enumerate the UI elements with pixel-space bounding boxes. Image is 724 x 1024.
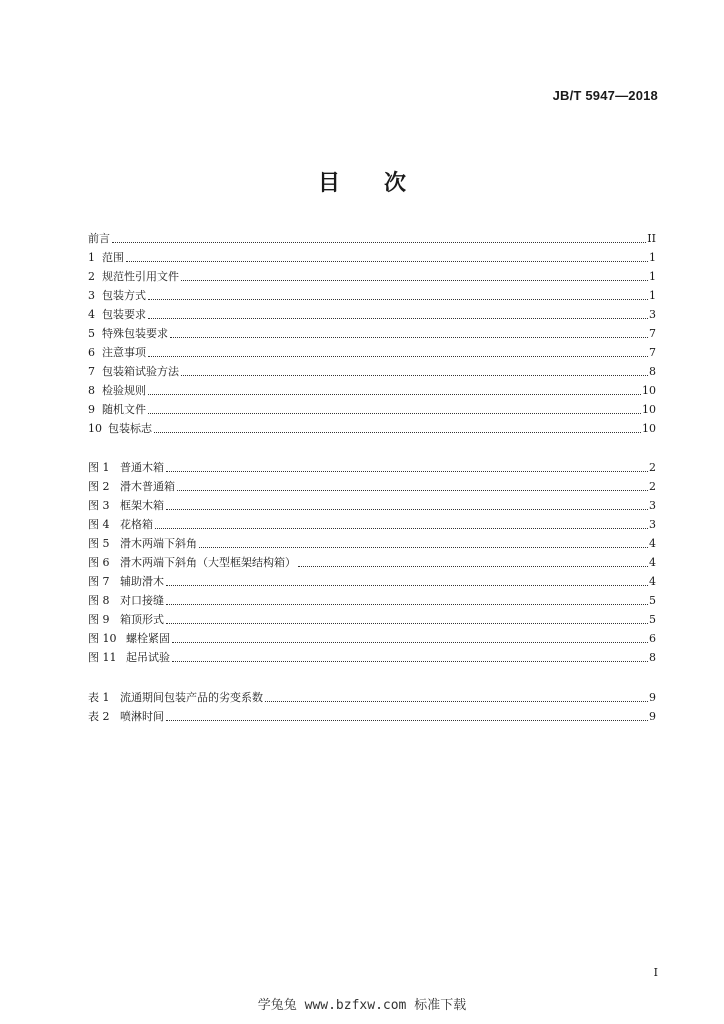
toc-section-number: 10: [88, 422, 102, 435]
toc-section-label: 包装要求: [102, 308, 146, 321]
dot-leader: [265, 701, 648, 702]
toc-section-number: 5: [88, 327, 95, 340]
dot-leader: [148, 318, 648, 319]
toc-figure-label: 辅助滑木: [120, 575, 164, 588]
toc-figure-entry[interactable]: [88, 607, 656, 626]
dot-leader: [112, 242, 646, 243]
toc-figure-entry[interactable]: [88, 550, 656, 569]
toc-section-page: 10: [642, 403, 656, 416]
toc-section-page: 1: [649, 251, 656, 264]
dot-leader: [148, 299, 648, 300]
toc-figure-label: 框架木箱: [120, 499, 164, 512]
footer-watermark: 学兔兔 www.bzfxw.com 标准下载: [257, 998, 467, 1013]
toc-figure-number: 图 2: [88, 480, 110, 493]
dot-leader: [155, 528, 648, 529]
toc-section-entry[interactable]: [88, 397, 656, 416]
toc-section-page: 7: [649, 327, 656, 340]
toc-figure-number: 图 3: [88, 499, 110, 512]
dot-leader: [148, 394, 641, 395]
toc-figure-entry[interactable]: [88, 588, 656, 607]
dot-leader: [177, 490, 648, 491]
toc-section-entry[interactable]: [88, 283, 656, 302]
dot-leader: [166, 509, 648, 510]
toc-figure-page: 8: [649, 651, 656, 664]
toc-figure-label: 螺栓紧固: [126, 632, 170, 645]
toc-section-entry[interactable]: [88, 226, 656, 245]
toc-figure-label: 滑木普通箱: [120, 480, 175, 493]
toc-section-number: 3: [88, 289, 95, 302]
toc-figures: [88, 455, 656, 664]
toc-section-page: 7: [649, 346, 656, 359]
toc-section-page: 10: [642, 384, 656, 397]
toc-section-entry[interactable]: [88, 302, 656, 321]
toc-figure-page: 5: [649, 613, 656, 626]
toc-table-page: 9: [649, 710, 656, 723]
toc-figure-number: 图 8: [88, 594, 110, 607]
toc-section-entry[interactable]: [88, 340, 656, 359]
toc-tables: [88, 685, 656, 723]
toc-section-entry[interactable]: [88, 321, 656, 340]
toc-figure-label: 箱顶形式: [120, 613, 164, 626]
toc-figure-entry[interactable]: [88, 531, 656, 550]
page-title: [0, 166, 724, 197]
toc-figure-page: 5: [649, 594, 656, 607]
toc-section-label: 包装箱试验方法: [102, 365, 179, 378]
toc-figure-page: 4: [649, 575, 656, 588]
dot-leader: [166, 585, 648, 586]
toc-figure-number: 图 10: [88, 632, 117, 645]
dot-leader: [166, 604, 648, 605]
toc-figure-entry[interactable]: [88, 474, 656, 493]
toc-section-label: 规范性引用文件: [102, 270, 179, 283]
toc-section-label: 包装方式: [102, 289, 146, 302]
toc-figure-number: 图 4: [88, 518, 110, 531]
dot-leader: [181, 375, 648, 376]
page-number: I: [653, 966, 658, 979]
toc-section-entry[interactable]: [88, 416, 656, 435]
toc-figure-label: 起吊试验: [126, 651, 170, 664]
dot-leader: [166, 471, 648, 472]
toc-figure-number: 图 11: [88, 651, 117, 664]
toc-section-label: 特殊包装要求: [102, 327, 168, 340]
toc-table-label: 喷淋时间: [120, 710, 164, 723]
toc-section-page: 1: [649, 270, 656, 283]
toc-table-number: 表 1: [88, 691, 110, 704]
toc-section-entry[interactable]: [88, 245, 656, 264]
toc-table-entry[interactable]: [88, 685, 656, 704]
toc-section-page: 3: [649, 308, 656, 321]
toc-figure-label: 对口接缝: [120, 594, 164, 607]
dot-leader: [172, 642, 648, 643]
standard-code: JB/T 5947—2018: [552, 88, 658, 103]
toc-figure-entry[interactable]: [88, 455, 656, 474]
dot-leader: [166, 623, 648, 624]
toc-figure-page: 3: [649, 518, 656, 531]
toc-section-number: 4: [88, 308, 95, 321]
toc-figure-page: 6: [649, 632, 656, 645]
toc-figure-page: 2: [649, 480, 656, 493]
toc-figure-label: 花格箱: [120, 518, 153, 531]
toc-section-page: 10: [642, 422, 656, 435]
toc-section-entry[interactable]: [88, 359, 656, 378]
toc-section-entry[interactable]: [88, 378, 656, 397]
toc-section-entry[interactable]: [88, 264, 656, 283]
toc-section-number: 1: [88, 251, 95, 264]
toc-figure-page: 2: [649, 461, 656, 474]
toc-sections: [88, 226, 656, 435]
toc-section-number: 6: [88, 346, 95, 359]
toc-section-page: 8: [649, 365, 656, 378]
toc-section-page: II: [647, 232, 656, 245]
toc-table-entry[interactable]: [88, 704, 656, 723]
toc-section-number: 9: [88, 403, 95, 416]
toc-section-label: 注意事项: [102, 346, 146, 359]
toc-table-number: 表 2: [88, 710, 110, 723]
toc-section-number: 2: [88, 270, 95, 283]
toc-figure-number: 图 7: [88, 575, 110, 588]
toc-section-number: 7: [88, 365, 95, 378]
toc-figure-number: 图 9: [88, 613, 110, 626]
toc-figure-entry[interactable]: [88, 626, 656, 645]
title-char-2: 次: [384, 171, 407, 196]
toc-figure-page: 4: [649, 556, 656, 569]
dot-leader: [172, 661, 648, 662]
toc-section-label: 检验规则: [102, 384, 146, 397]
toc-figure-entry[interactable]: [88, 645, 656, 664]
dot-leader: [170, 337, 648, 338]
dot-leader: [166, 720, 648, 721]
dot-leader: [199, 547, 648, 548]
toc-figure-label: 滑木两端下斜角（大型框架结构箱）: [120, 556, 296, 569]
toc-figure-entry[interactable]: [88, 493, 656, 512]
toc-figure-label: 滑木两端下斜角: [120, 537, 197, 550]
dot-leader: [126, 261, 648, 262]
title-char-1: 目: [317, 171, 340, 196]
toc-figure-label: 普通木箱: [120, 461, 164, 474]
toc-section-label: 随机文件: [102, 403, 146, 416]
toc-figure-entry[interactable]: [88, 512, 656, 531]
toc-figure-number: 图 6: [88, 556, 110, 569]
toc-figure-number: 图 1: [88, 461, 110, 474]
dot-leader: [154, 432, 641, 433]
dot-leader: [148, 356, 648, 357]
toc-section-label: 前言: [88, 232, 110, 245]
toc-section-number: 8: [88, 384, 95, 397]
dot-leader: [148, 413, 641, 414]
toc-figure-number: 图 5: [88, 537, 110, 550]
dot-leader: [181, 280, 648, 281]
toc-figure-page: 4: [649, 537, 656, 550]
toc-table-page: 9: [649, 691, 656, 704]
toc-table-label: 流通期间包装产品的劣变系数: [120, 691, 263, 704]
toc-figure-page: 3: [649, 499, 656, 512]
toc-section-label: 范围: [102, 251, 124, 264]
toc-figure-entry[interactable]: [88, 569, 656, 588]
toc-section-page: 1: [649, 289, 656, 302]
dot-leader: [298, 566, 648, 567]
toc-section-label: 包装标志: [108, 422, 152, 435]
